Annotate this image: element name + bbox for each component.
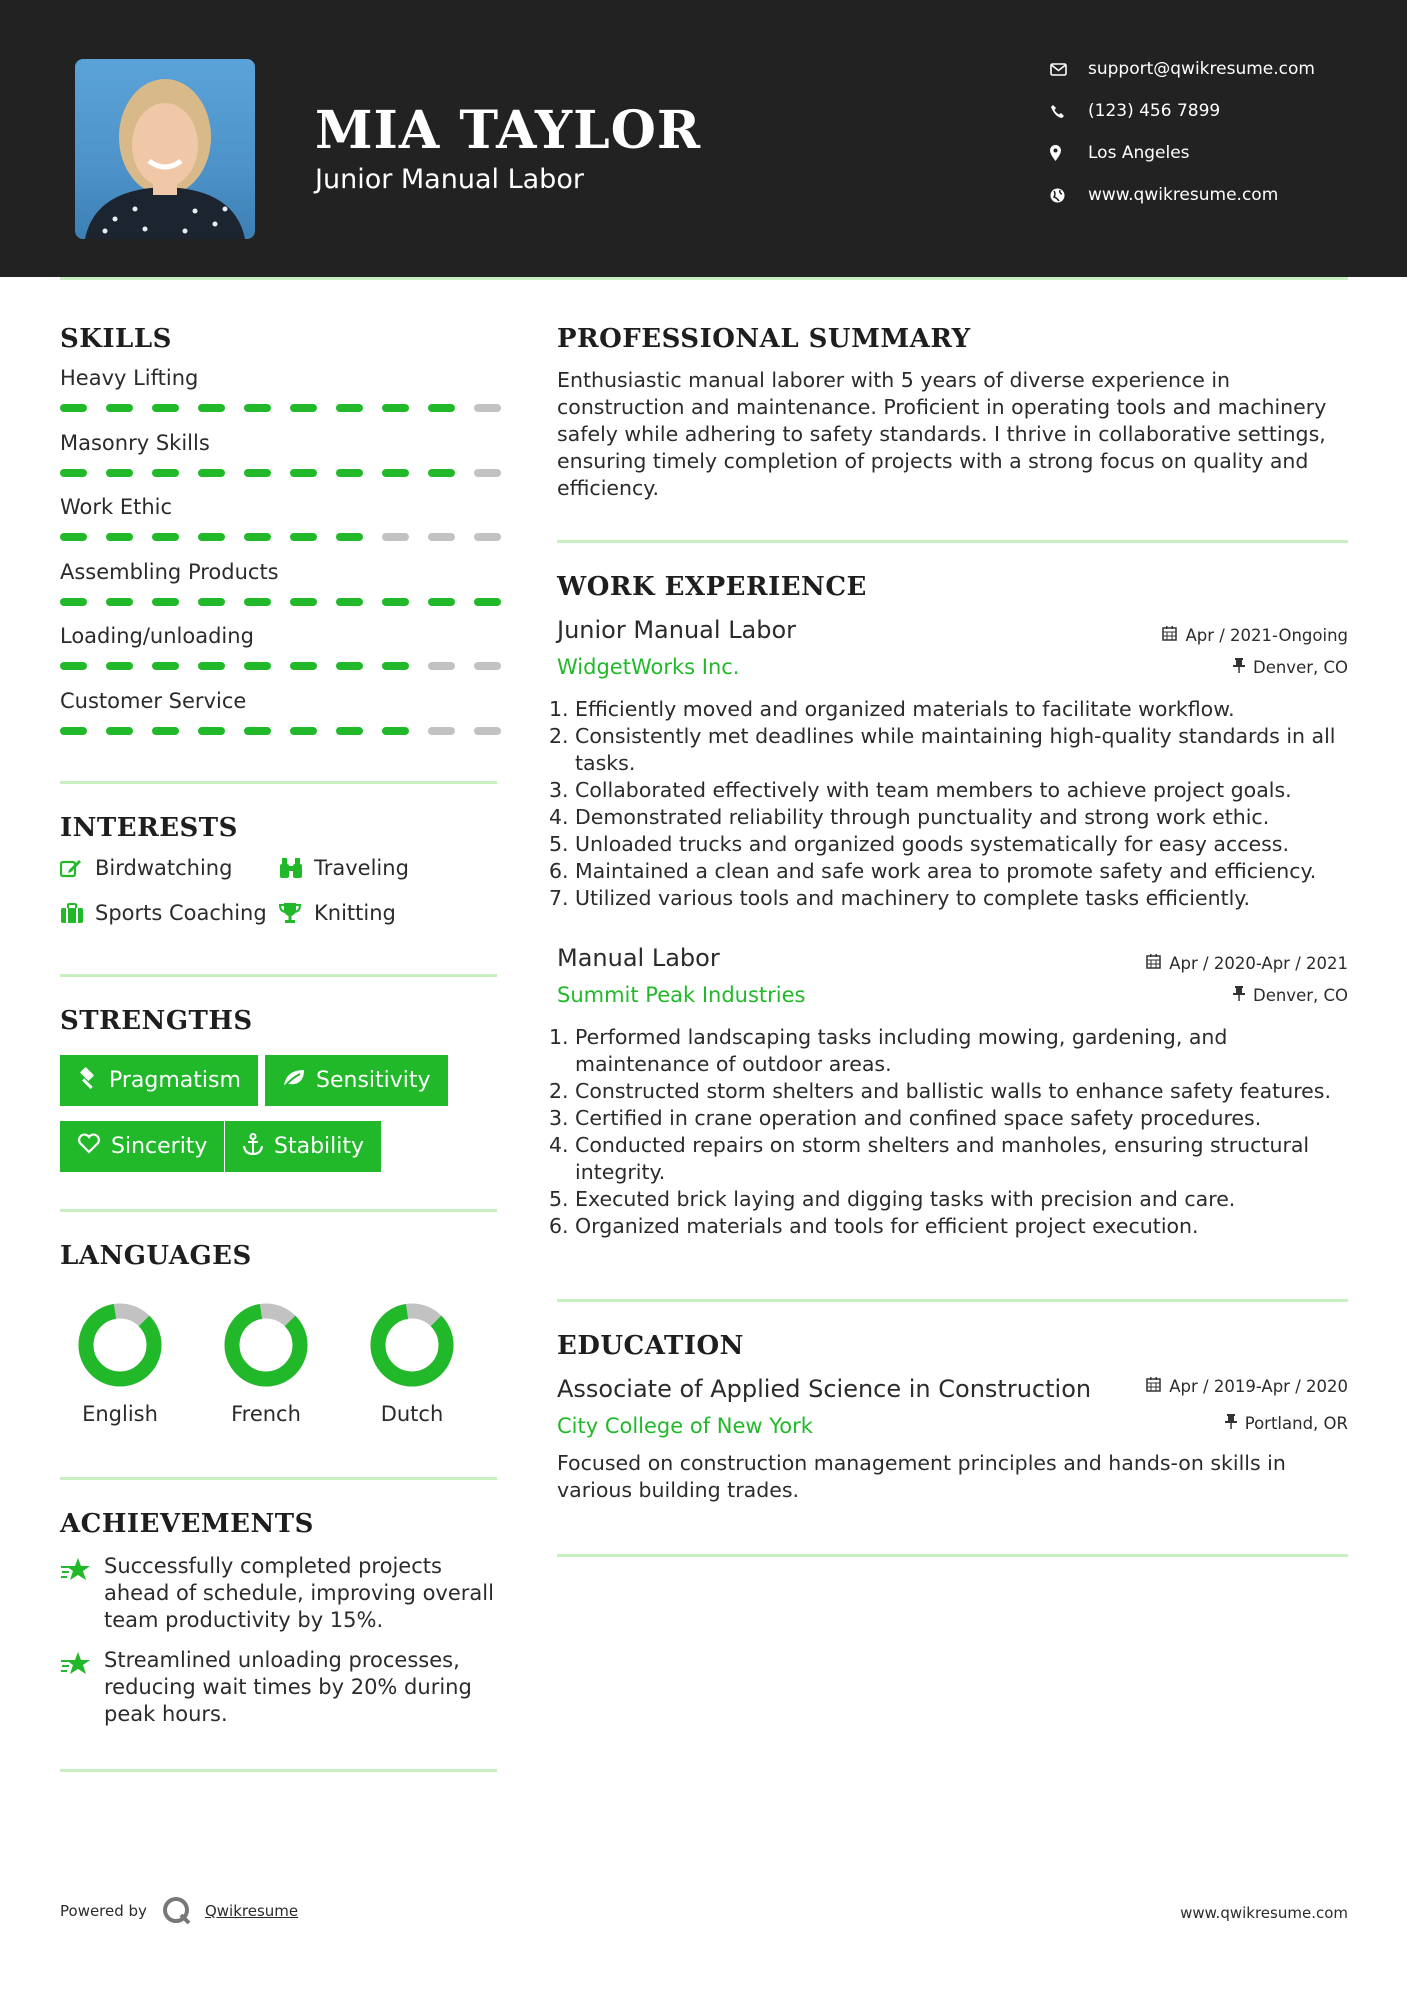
rating-dash xyxy=(428,469,455,477)
rating-dash xyxy=(244,598,271,606)
binoculars-icon xyxy=(279,857,314,879)
rating-dash xyxy=(382,404,409,412)
rating-dash xyxy=(336,469,363,477)
summary-title: PROFESSIONAL SUMMARY xyxy=(557,324,971,354)
skills-divider xyxy=(60,781,497,784)
language-level-ring xyxy=(223,1302,309,1388)
language-item xyxy=(60,1302,180,1426)
job-bullet: Collaborated effectively with team members to achieve project goals. xyxy=(575,778,1292,802)
job-dates-text: Apr / 2021-Ongoing xyxy=(1185,626,1348,645)
job-bullet: Utilized various tools and machinery to complete tasks efficiently. xyxy=(575,886,1251,910)
rating-dash xyxy=(244,727,271,735)
strength-label: Sensitivity xyxy=(316,1068,431,1093)
contact-website[interactable] xyxy=(1050,180,1278,210)
rating-dash xyxy=(428,598,455,606)
gavel-icon xyxy=(77,1067,99,1095)
rating-dash xyxy=(198,469,225,477)
language-item xyxy=(352,1302,472,1426)
strengths-divider xyxy=(60,1209,497,1212)
rating-dash xyxy=(336,662,363,670)
job-bullets xyxy=(557,696,1357,912)
job-location-text: Denver, CO xyxy=(1252,658,1348,677)
rating-dash xyxy=(290,404,317,412)
job-bullet: Performed landscaping tasks including mowing, gardening, and maintenance of outdoor areas. xyxy=(575,1025,1228,1076)
rating-dash xyxy=(290,533,317,541)
rating-dash xyxy=(198,598,225,606)
language-level-ring xyxy=(369,1302,455,1388)
job-bullet: Efficiently moved and organized materials to facilitate workflow. xyxy=(575,697,1235,721)
language-label: English xyxy=(82,1402,158,1426)
achievement-text: Streamlined unloading processes, reducing wait times by 20% during peak hours. xyxy=(104,1648,472,1726)
degree-title: Associate of Applied Science in Construction xyxy=(557,1375,1092,1403)
language-label: French xyxy=(231,1402,301,1426)
strengths-title: STRENGTHS xyxy=(60,1006,253,1036)
resume-header xyxy=(0,0,1407,277)
rating-dash xyxy=(106,662,133,670)
education-location-text: Portland, OR xyxy=(1244,1414,1348,1433)
rating-dash xyxy=(60,533,87,541)
rating-dash xyxy=(474,533,501,541)
strength-tag xyxy=(265,1055,448,1106)
leaf-icon xyxy=(282,1068,306,1094)
rating-dash xyxy=(106,533,133,541)
job-title: Manual Labor xyxy=(557,944,720,972)
candidate-name: MIA TAYLOR xyxy=(315,100,702,161)
rating-dash xyxy=(382,469,409,477)
job-location xyxy=(1233,986,1348,1005)
job-bullet: Demonstrated reliability through punctuality and strong work ethic. xyxy=(575,805,1270,829)
job-bullets xyxy=(557,1024,1357,1240)
rating-dash xyxy=(336,727,363,735)
interest-item xyxy=(60,856,232,880)
rating-dash xyxy=(474,662,501,670)
rating-dash xyxy=(152,404,179,412)
trophy-icon xyxy=(279,902,314,924)
globe-icon xyxy=(1050,188,1088,203)
job-company: Summit Peak Industries xyxy=(557,983,806,1007)
pushpin-icon xyxy=(1233,658,1245,677)
qwikresume-logo-icon xyxy=(162,1896,192,1926)
envelope-icon xyxy=(1050,63,1088,76)
profile-photo xyxy=(75,59,255,239)
rating-dash xyxy=(60,727,87,735)
languages-divider xyxy=(60,1477,497,1480)
strength-tag xyxy=(60,1121,224,1172)
rating-dash xyxy=(336,404,363,412)
skill-rating xyxy=(60,727,501,735)
calendar-icon xyxy=(1162,626,1177,645)
summary-divider xyxy=(557,540,1348,543)
rating-dash xyxy=(474,598,501,606)
education-text: Focused on construction management principles and hands-on skills in various building trades. xyxy=(557,1451,1286,1502)
skill-label: Work Ethic xyxy=(60,495,173,519)
job-bullet: Executed brick laying and digging tasks with precision and care. xyxy=(575,1187,1236,1211)
achievement-item xyxy=(60,1647,500,1728)
skill-rating xyxy=(60,662,501,670)
rating-dash xyxy=(198,404,225,412)
education-dates-text: Apr / 2019-Apr / 2020 xyxy=(1169,1377,1348,1396)
footer-url[interactable]: www.qwikresume.com xyxy=(1180,1904,1348,1922)
experience-divider xyxy=(557,1299,1348,1302)
strength-label: Stability xyxy=(274,1134,365,1159)
achievement-text: Successfully completed projects ahead of schedule, improving overall team productivity by 15%. xyxy=(104,1554,494,1632)
brand-link[interactable]: Qwikresume xyxy=(204,1902,299,1920)
contact-location-text: Los Angeles xyxy=(1088,143,1190,163)
language-level-ring xyxy=(77,1302,163,1388)
school-name: City College of New York xyxy=(557,1414,813,1438)
powered-by-text: Powered by xyxy=(60,1902,147,1920)
rating-dash xyxy=(336,533,363,541)
job-bullet: Constructed storm shelters and ballistic walls to enhance safety features. xyxy=(575,1079,1331,1103)
rating-dash xyxy=(60,404,87,412)
achievements-title: ACHIEVEMENTS xyxy=(60,1509,314,1539)
rating-dash xyxy=(152,469,179,477)
rating-dash xyxy=(106,727,133,735)
edit-icon xyxy=(60,858,95,878)
rating-dash xyxy=(474,469,501,477)
rating-dash xyxy=(382,662,409,670)
rating-dash xyxy=(60,598,87,606)
rating-dash xyxy=(106,469,133,477)
map-marker-icon xyxy=(1050,145,1088,161)
rating-dash xyxy=(428,662,455,670)
star-icon xyxy=(60,1647,104,1728)
education-dates xyxy=(1146,1377,1348,1396)
skills-title: SKILLS xyxy=(60,324,172,354)
job-bullet: Organized materials and tools for efficient project execution. xyxy=(575,1214,1199,1238)
briefcase-icon xyxy=(60,903,95,923)
rating-dash xyxy=(244,662,271,670)
job-dates-text: Apr / 2020-Apr / 2021 xyxy=(1169,954,1348,973)
language-item xyxy=(206,1302,326,1426)
rating-dash xyxy=(290,469,317,477)
interest-item xyxy=(279,901,396,925)
job-dates xyxy=(1162,626,1348,645)
languages-title: LANGUAGES xyxy=(60,1241,252,1271)
rating-dash xyxy=(382,533,409,541)
strength-label: Sincerity xyxy=(111,1134,208,1159)
job-bullet: Conducted repairs on storm shelters and manholes, ensuring structural integrity. xyxy=(575,1133,1310,1184)
contact-location xyxy=(1050,138,1190,168)
rating-dash xyxy=(198,662,225,670)
education-divider xyxy=(557,1554,1348,1557)
experience-title: WORK EXPERIENCE xyxy=(557,572,867,602)
rating-dash xyxy=(382,598,409,606)
rating-dash xyxy=(152,727,179,735)
contact-phone[interactable] xyxy=(1050,96,1220,126)
strength-tag xyxy=(60,1055,258,1106)
job-bullet: Maintained a clean and safe work area to promote safety and efficiency. xyxy=(575,859,1317,883)
interests-title: INTERESTS xyxy=(60,813,238,843)
rating-dash xyxy=(428,533,455,541)
contact-email-text: support@qwikresume.com xyxy=(1088,59,1315,79)
star-icon xyxy=(60,1553,104,1634)
job-location xyxy=(1233,658,1348,677)
rating-dash xyxy=(474,727,501,735)
rating-dash xyxy=(60,662,87,670)
skill-rating xyxy=(60,469,501,477)
calendar-icon xyxy=(1146,954,1161,973)
rating-dash xyxy=(474,404,501,412)
interests-divider xyxy=(60,974,497,977)
rating-dash xyxy=(382,727,409,735)
skill-rating xyxy=(60,404,501,412)
interest-label: Knitting xyxy=(314,901,396,925)
rating-dash xyxy=(198,533,225,541)
contact-phone-text: (123) 456 7899 xyxy=(1088,101,1221,121)
skill-label: Customer Service xyxy=(60,688,247,713)
interest-label: Sports Coaching xyxy=(95,901,267,925)
rating-dash xyxy=(428,404,455,412)
skill-rating xyxy=(60,598,501,606)
achievement-item xyxy=(60,1553,500,1634)
skill-rating xyxy=(60,533,501,541)
job-bullet: Unloaded trucks and organized goods systematically for easy access. xyxy=(575,832,1289,856)
rating-dash xyxy=(152,598,179,606)
rating-dash xyxy=(290,727,317,735)
strength-label: Pragmatism xyxy=(109,1068,241,1093)
skill-label: Masonry Skills xyxy=(60,430,210,455)
interest-label: Traveling xyxy=(314,856,409,880)
job-bullet: Certified in crane operation and confined space safety procedures. xyxy=(575,1106,1262,1130)
candidate-role: Junior Manual Labor xyxy=(315,164,584,195)
phone-icon xyxy=(1050,104,1088,119)
strength-tag xyxy=(225,1121,381,1172)
footer-powered-by xyxy=(60,1896,298,1926)
contact-email[interactable] xyxy=(1050,54,1315,84)
contact-website-text: www.qwikresume.com xyxy=(1088,185,1279,205)
job-location-text: Denver, CO xyxy=(1252,986,1348,1005)
rating-dash xyxy=(60,469,87,477)
rating-dash xyxy=(152,533,179,541)
language-label: Dutch xyxy=(380,1402,444,1426)
calendar-icon xyxy=(1146,1377,1161,1396)
rating-dash xyxy=(106,404,133,412)
achievements-divider xyxy=(60,1769,497,1772)
rating-dash xyxy=(244,533,271,541)
rating-dash xyxy=(106,598,133,606)
header-divider xyxy=(60,277,1348,280)
job-title: Junior Manual Labor xyxy=(557,616,797,644)
rating-dash xyxy=(244,404,271,412)
pushpin-icon xyxy=(1225,1414,1237,1433)
skill-label: Loading/unloading xyxy=(60,624,254,648)
skill-label: Assembling Products xyxy=(60,559,279,584)
interest-item xyxy=(279,856,409,880)
rating-dash xyxy=(428,727,455,735)
job-company: WidgetWorks Inc. xyxy=(557,655,740,679)
education-location xyxy=(1225,1414,1348,1433)
anchor-icon xyxy=(242,1133,264,1161)
rating-dash xyxy=(152,662,179,670)
heart-icon xyxy=(77,1133,101,1160)
rating-dash xyxy=(290,662,317,670)
rating-dash xyxy=(290,598,317,606)
summary-text: Enthusiastic manual laborer with 5 years of diverse experience in construction and maintenance. Proficient in operating tools and machinery safely while adhering to safety standards. I thrive in collaborative settings, ensuring timely completion of projects with a strong focus on quality and efficiency. xyxy=(557,368,1327,500)
education-title: EDUCATION xyxy=(557,1331,744,1361)
interest-label: Birdwatching xyxy=(95,856,233,880)
rating-dash xyxy=(336,598,363,606)
rating-dash xyxy=(198,727,225,735)
skill-label: Heavy Lifting xyxy=(60,366,199,390)
pushpin-icon xyxy=(1233,986,1245,1005)
interest-item xyxy=(60,901,267,925)
job-bullet: Consistently met deadlines while maintaining high-quality standards in all tasks. xyxy=(575,724,1336,775)
job-dates xyxy=(1146,954,1348,973)
rating-dash xyxy=(244,469,271,477)
